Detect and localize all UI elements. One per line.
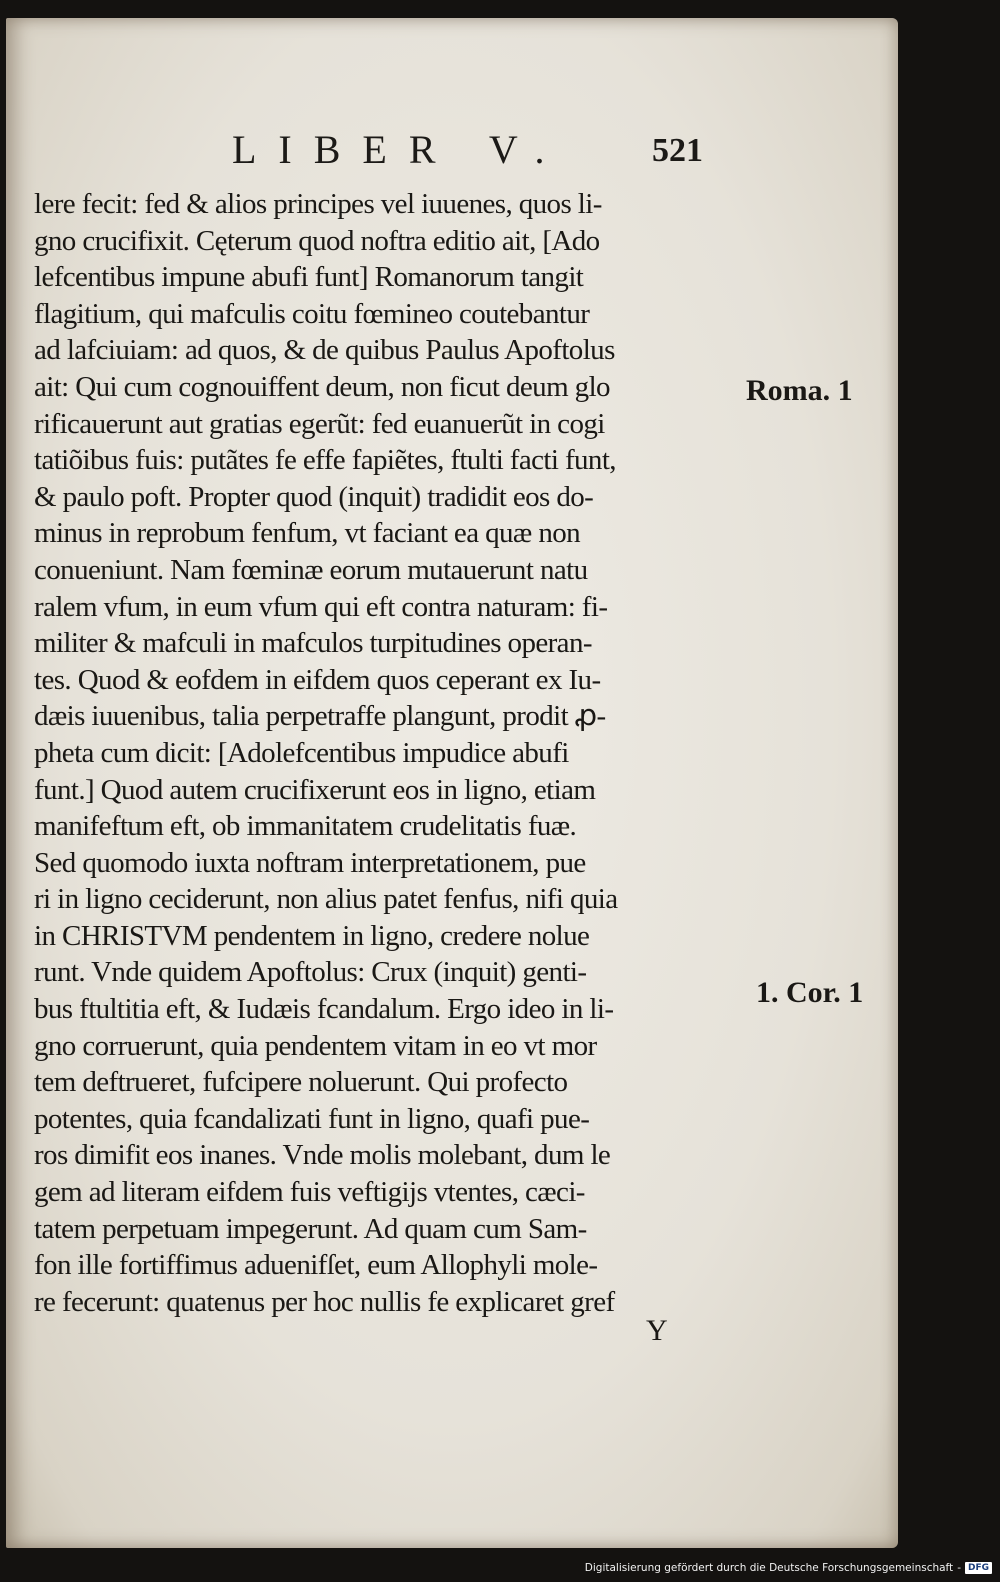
text-line: flagitium, qui mafculis coitu fœmineo coutebantur: [34, 297, 590, 330]
text-line: tes. Quod & eofdem in eifdem quos ceperant ex Iu-: [34, 663, 601, 696]
text-line: bus ftultitia eft, & Iudæis fcandalum. Ergo ideo in li-: [34, 993, 614, 1026]
text-line: lere fecit: fed & alios principes vel iuuenes, quos li-: [34, 188, 602, 220]
running-title: LIBER V.: [232, 127, 567, 172]
book-page: [6, 18, 898, 1548]
page-number: 521: [652, 132, 703, 169]
footer-separator: -: [957, 1562, 961, 1574]
signature-mark: Y: [646, 1314, 668, 1347]
digitization-footer: [585, 1558, 992, 1578]
footer-credit: Digitalisierung gefördert durch die Deutsche Forschungsgemeinschaft: [584, 1562, 954, 1574]
dfg-logo: DFG: [965, 1562, 992, 1574]
text-line: ait: Qui cum cognouiffent deum, non ficut deum glo: [34, 370, 610, 403]
text-line: in CHRISTVM pendentem in ligno, credere nolue: [34, 919, 590, 952]
text-line: tem deftrueret, fufcipere noluerunt. Qui profecto: [34, 1066, 568, 1099]
text-line: tatiõibus fuis: putãtes fe effe fapiẽtes, ftulti facti funt,: [34, 444, 616, 477]
text-line: fon ille fortiffimus aduenifſet, eum Allophyli mole-: [34, 1249, 598, 1282]
text-line: lefcentibus impune abufi funt] Romanorum tangit: [34, 261, 584, 294]
text-line: re fecerunt: quatenus per hoc nullis fe explicaret gref: [34, 1285, 615, 1318]
text-line: Sed quomodo iuxta noftram interpretationem, pue: [34, 846, 586, 879]
text-line: tatem perpetuam impegerunt. Ad quam cum Sam-: [34, 1212, 587, 1245]
text-line: gno crucifixit. Cęterum quod noftra editio ait, [Ado: [34, 224, 600, 257]
margin-note-roma: Roma. 1: [746, 374, 853, 407]
text-line: minus in reprobum fenfum, vt faciant ea quæ non: [34, 517, 581, 550]
text-line: & paulo poft. Propter quod (inquit) tradidit eos do-: [34, 480, 594, 513]
margin-note-cor: 1. Cor. 1: [756, 976, 864, 1009]
text-line: ros dimifit eos inanes. Vnde molis molebant, dum le: [34, 1139, 611, 1172]
text-line: ri in ligno ceciderunt, non alius patet fenfus, nifi quia: [34, 883, 618, 916]
text-line: potentes, quia fcandalizati funt in ligno, quafi pue-: [34, 1102, 590, 1135]
text-line: militer & mafculi in mafculos turpitudines operan-: [34, 627, 592, 660]
page-header: [6, 118, 898, 178]
text-line: conueniunt. Nam fœminæ eorum mutauerunt natu: [34, 553, 588, 586]
text-line: rificauerunt aut gratias egerũt: fed euanuerũt in cogi: [34, 407, 605, 440]
text-line: gno corruerunt, quia pendentem vitam in eo vt mor: [34, 1029, 597, 1062]
text-line: dæis iuuenibus, talia perpetraffe plangunt, prodit ꝓ-: [34, 700, 606, 733]
text-line: ralem vfum, in eum vfum qui eft contra naturam: fi-: [34, 590, 608, 623]
text-line: funt.] Quod autem crucifixerunt eos in ligno, etiam: [34, 773, 596, 806]
text-line: ad lafciuiam: ad quos, & de quibus Paulus Apoftolus: [34, 334, 615, 367]
main-text-block: [34, 186, 764, 1320]
text-line: pheta cum dicit: [Adolefcentibus impudice abufi: [34, 736, 569, 769]
text-line: runt. Vnde quidem Apoftolus: Crux (inquit) genti-: [34, 956, 587, 989]
text-line: gem ad literam eifdem fuis veftigijs vtentes, cæci-: [34, 1176, 585, 1209]
text-line: manifeftum eft, ob immanitatem crudelitatis fuæ.: [34, 810, 577, 843]
